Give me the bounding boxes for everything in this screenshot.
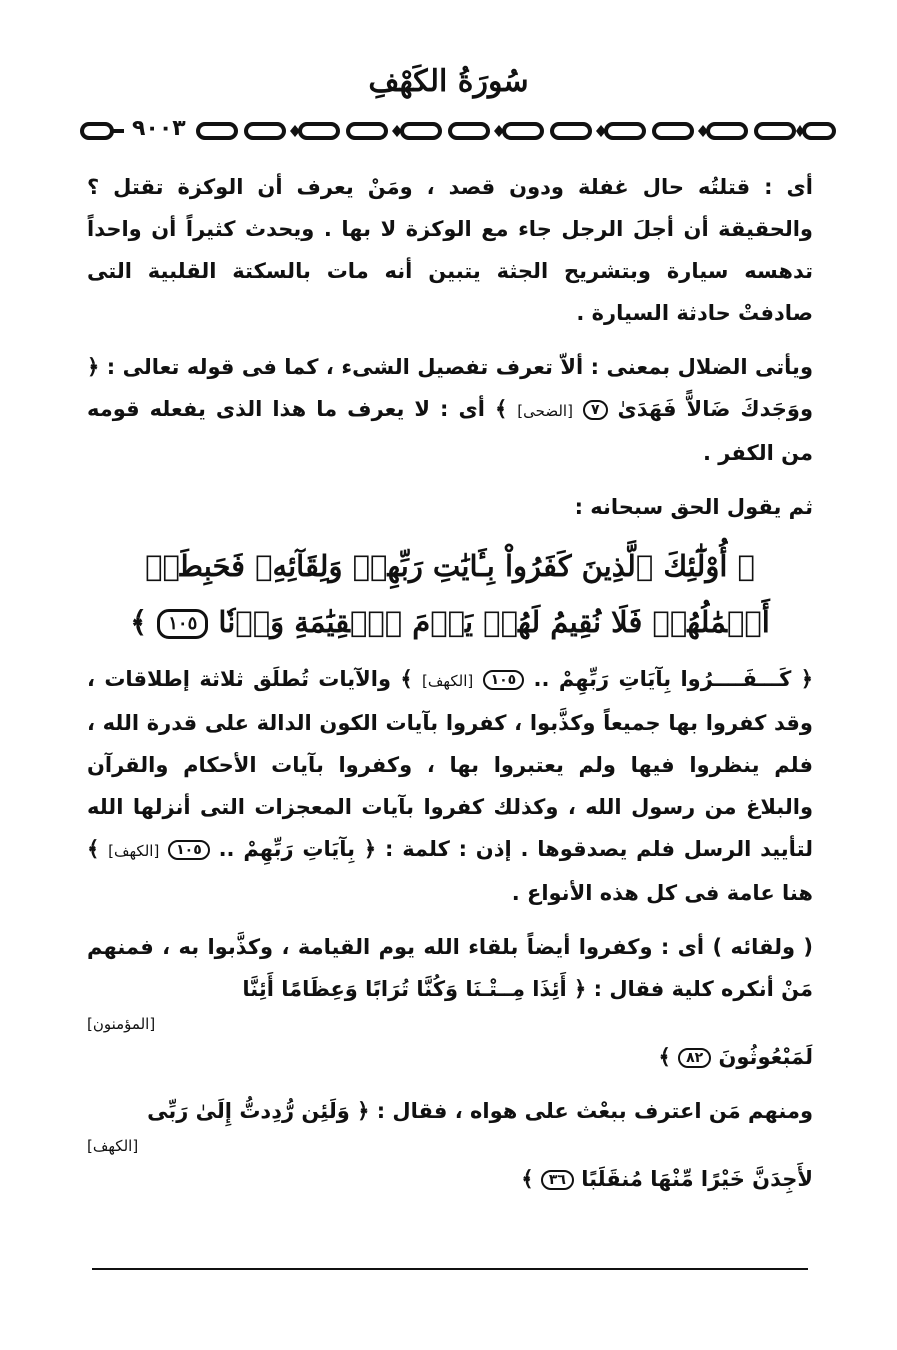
quote-kafaru: ﴿ كَـــفَــــرُوا بِآيَاتِ رَبِّهِمْ .. — [533, 667, 814, 691]
paragraph-6 — [87, 1090, 813, 1132]
body-text — [87, 166, 813, 1200]
paragraph-4-text: ﴾ والآيات تُطلَق ثلاثة إطلاقات ، وقد كفروا بها جميعاً وكذَّبوا ، كفروا بآيات الكون الدالة على قدرة الله ، فلم ينظروا فيها ولم يعتبروا بها ، وكفروا بآيات الأحكام والقرآن والبلاغ من رسول الله ، وكذلك كفروا بآيات المعجزات التى أنزلها الله لتأييد الرسل فلم يصدقوها . إذن : كلمة : — [87, 667, 814, 861]
verse-number-mark: ١٠٥ — [157, 609, 208, 639]
surah-reference: [الضحى] — [517, 402, 573, 420]
surah-reference: [الكهف] — [422, 672, 474, 690]
reference-line — [87, 1132, 813, 1158]
quote-close-bracket: ﴾ — [521, 1167, 534, 1191]
paragraph-2-text-cont: ﴾ أى : لا يعرف ما هذا الذى يفعله قومه من الكفر . — [87, 397, 813, 465]
verse-line-1: ﴿ أُوْلَٰٓئِكَ ٱلَّذِينَ كَفَرُواْ بِـَٔايَٰتِ رَبِّهِمۡ وَلِقَآئِهِۦ فَحَبِطَتۡ — [145, 549, 755, 583]
surah-title: سُورَةُ الكَهْفِ — [368, 64, 529, 99]
paragraph-5-cont — [87, 1036, 813, 1078]
quote-laajidanna: لأَجِدَنَّ خَيْرًا مِّنْهَا مُنقَلَبًا — [581, 1167, 813, 1191]
quote-ayat-rabbihim: ﴿ بِآيَاتِ رَبِّهِمْ .. — [218, 837, 377, 861]
paragraph-2 — [87, 346, 813, 474]
quote-close-bracket: ﴾ — [658, 1045, 671, 1069]
quote-mabuthun: لَمَبْعُوثُونَ — [718, 1045, 813, 1069]
verse-line-2-text: أَعۡمَٰلُهُمۡ فَلَا نُقِيمُ لَهُمۡ يَوۡمَ ٱلۡقِيَٰمَةِ وَزۡنٗا — [218, 605, 770, 639]
ayah-number-mark: ١٠٥ — [168, 840, 210, 860]
ayah-number-mark: ٣٦ — [541, 1170, 574, 1190]
footer-rule — [92, 1268, 808, 1270]
paragraph-4 — [87, 658, 813, 914]
ayah-number-mark: ٨٢ — [678, 1048, 711, 1068]
ayah-number-mark: ١٠٥ — [483, 670, 525, 690]
verse-close-bracket: ﴾ — [130, 605, 148, 639]
paragraph-3: ثم يقول الحق سبحانه : — [574, 495, 813, 519]
ayah-number-mark: ٧ — [583, 400, 608, 420]
paragraph-5 — [87, 926, 813, 1010]
page-number: ٩٠٠٣ — [128, 114, 190, 144]
surah-reference: [الكهف] — [87, 1137, 139, 1155]
paragraph-2-text: ويأتى الضلال بمعنى : ألاّ تعرف تفصيل الشىء ، كما فى قوله تعالى : ﴿ ووَجَدكَ ضَالاًّ فَهَدَىٰ — [87, 355, 814, 421]
paragraph-6-cont — [87, 1158, 813, 1200]
paragraph-6-text: ومنهم مَن اعترف ببعْث على هواه ، فقال : ﴿ وَلَئِن رُّدِدتُّ إِلَىٰ رَبِّى — [147, 1099, 813, 1123]
paragraph-5-text: ( ولقائه ) أى : وكفروا أيضاً بلقاء الله يوم القيامة ، وكذَّبوا به ، فمنهم مَنْ أنكره كلية فقال : ﴿ أَئِذَا مِــتْـنَا وَكُنَّا تُرَابًا وَعِظَامًا أَئِنَّا — [87, 935, 813, 1001]
quran-verse-block — [87, 538, 813, 650]
paragraph-4-end: ﴾ هنا عامة فى كل هذه الأنواع . — [87, 837, 813, 905]
ornament-band — [78, 120, 840, 142]
paragraph-1: أى : قتلتُه حال غفلة ودون قصد ، ومَنْ يعرف أن الوكزة تقتل ؟ والحقيقة أن أجلَ الرجل جاء مع الوكزة لا بها . ويحدث كثيراً أن واحداً تدهسه سيارة وبتشريح الجثة يتبين أنه مات بالسكتة القلبية التى صادفتْ حادثة السيارة . — [87, 175, 813, 325]
surah-reference: [المؤمنون] — [87, 1015, 156, 1033]
surah-reference: [الكهف] — [108, 842, 160, 860]
reference-line — [87, 1010, 813, 1036]
verse-line-2 — [87, 594, 813, 650]
